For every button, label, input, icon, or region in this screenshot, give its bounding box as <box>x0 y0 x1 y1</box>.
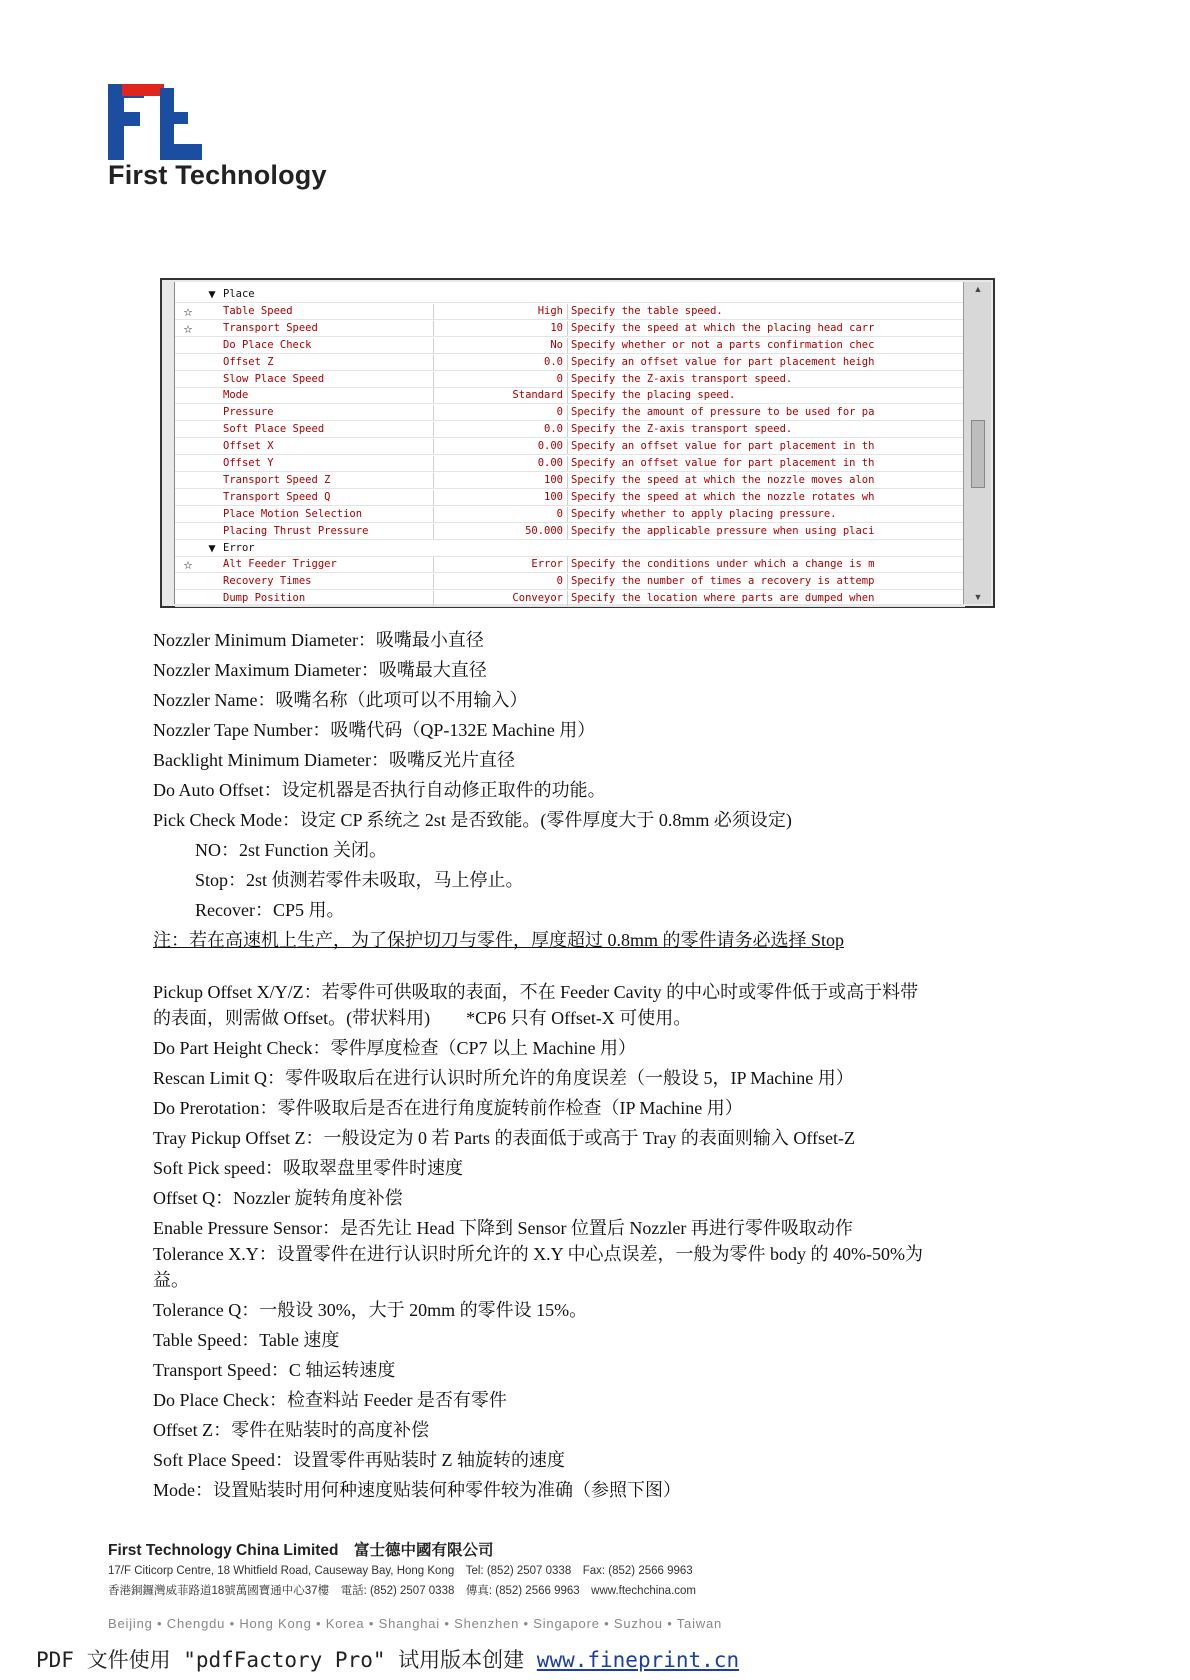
property-name: Mode <box>223 389 249 402</box>
property-row[interactable] <box>175 573 965 590</box>
star-icon <box>177 523 199 540</box>
property-name: Slow Place Speed <box>223 372 325 385</box>
property-value[interactable]: Error <box>433 557 563 572</box>
property-list <box>174 282 964 604</box>
property-row[interactable] <box>175 320 965 337</box>
property-table-screenshot <box>160 278 995 608</box>
collapse-triangle-icon[interactable]: ▼ <box>208 540 216 555</box>
property-name: Table Speed <box>223 304 293 317</box>
scroll-thumb[interactable] <box>971 420 985 488</box>
text-prerotation: Do Prerotation：零件吸取后是否在进行角度旋转前作检查（IP Machine 用） <box>153 1098 743 1118</box>
collapse-triangle-icon[interactable]: ▼ <box>208 287 216 301</box>
text-pick-recover: Recover：CP5 用。 <box>195 900 345 920</box>
property-row[interactable] <box>175 354 965 371</box>
text-tolerance-xy-1: Tolerance X.Y：设置零件在进行认识时所允许的 X.Y 中心点误差，一般为零件 body 的 40%-50%为 <box>153 1244 923 1264</box>
property-name: Do Place Check <box>223 338 312 351</box>
star-icon <box>177 354 199 371</box>
property-description: Specify the number of times a recovery is attemp <box>567 574 963 589</box>
text-offset-q: Offset Q：Nozzler 旋转角度补偿 <box>153 1188 403 1208</box>
property-row[interactable] <box>175 556 965 573</box>
property-description: Specify the amount of pressure to be used for pa <box>567 405 963 420</box>
property-row[interactable] <box>175 506 965 523</box>
property-description: Specify an offset value for part placement in th <box>567 456 963 471</box>
text-rescan: Rescan Limit Q：零件吸取后在进行认识时所允许的角度误差（一般设 5，IP Machine 用） <box>153 1068 854 1088</box>
text-pressure-sensor: Enable Pressure Sensor：是否先让 Head 下降到 Sensor 位置后 Nozzler 再进行零件吸取动作 <box>153 1218 853 1238</box>
text-note: 注：若在高速机上生产，为了保护切刀与零件，厚度超过 0.8mm 的零件请务必选择 Stop <box>153 930 845 950</box>
property-value[interactable]: 10 <box>433 321 563 336</box>
property-value[interactable]: 50.000 <box>433 524 563 539</box>
scrollbar[interactable] <box>963 282 991 604</box>
property-row[interactable] <box>175 523 965 540</box>
property-description: Specify whether or not a parts confirmation chec <box>567 338 963 353</box>
star-icon <box>177 590 199 607</box>
property-value[interactable]: 0 <box>433 372 563 387</box>
property-name: Transport Speed Q <box>223 490 331 503</box>
property-value[interactable]: 0.0 <box>433 422 563 437</box>
text-soft-place: Soft Place Speed：设置零件再贴装时 Z 轴旋转的速度 <box>153 1450 565 1470</box>
text-part-height: Do Part Height Check：零件厚度检查（CP7 以上 Machine 用） <box>153 1038 636 1058</box>
property-row[interactable] <box>175 455 965 472</box>
star-icon <box>177 438 199 455</box>
property-group-row[interactable] <box>175 286 965 303</box>
property-description: Specify the Z-axis transport speed. <box>567 372 963 387</box>
property-row[interactable] <box>175 371 965 388</box>
text-nozzle-name: Nozzler Name：吸嘴名称（此项可以不用输入） <box>153 690 528 710</box>
property-name: Soft Place Speed <box>223 423 325 436</box>
star-icon <box>177 472 199 489</box>
property-name: Recovery Times <box>223 575 312 588</box>
watermark-text: PDF 文件使用 "pdfFactory Pro" 试用版本创建 <box>36 1648 537 1672</box>
property-name: Transport Speed <box>223 321 318 334</box>
star-icon <box>177 489 199 506</box>
text-nozzle-max: Nozzler Maximum Diameter：吸嘴最大直径 <box>153 660 487 680</box>
property-row[interactable] <box>175 404 965 421</box>
company-logo <box>108 82 388 192</box>
property-value[interactable]: 0 <box>433 507 563 522</box>
property-name: Place <box>223 288 255 300</box>
property-row[interactable] <box>175 303 965 320</box>
property-value[interactable]: Standard <box>433 388 563 403</box>
property-description: Specify an offset value for part placement heigh <box>567 355 963 370</box>
property-row[interactable] <box>175 387 965 404</box>
footer-cities: Beijing • Chengdu • Hong Kong • Korea • Shanghai • Shenzhen • Singapore • Suzhou • Taiwan <box>108 1616 723 1631</box>
text-pickup-offset-1: Pickup Offset X/Y/Z：若零件可供吸取的表面，不在 Feeder Cavity 的中心时或零件低于或高于料带 <box>153 982 919 1002</box>
property-description: Specify the conditions under which a change is m <box>567 557 963 572</box>
property-description: Specify the speed at which the nozzle moves alon <box>567 473 963 488</box>
property-value[interactable]: 0 <box>433 574 563 589</box>
text-mode: Mode：设置贴装时用何种速度贴装何种零件较为准确（参照下图） <box>153 1480 681 1500</box>
text-backlight: Backlight Minimum Diameter：吸嘴反光片直径 <box>153 750 515 770</box>
text-table-speed: Table Speed：Table 速度 <box>153 1330 340 1350</box>
property-description: Specify the placing speed. <box>567 388 963 403</box>
star-icon <box>177 404 199 421</box>
property-group-row[interactable] <box>175 540 965 557</box>
footer-address-cn: 香港銅鑼灣威菲路道18號萬國寶通中心37樓 電話: (852) 2507 0338 傳真: (852) 2566 9963 www.ftechchina.com <box>108 1585 696 1597</box>
text-tolerance-q: Tolerance Q：一般设 30%，大于 20mm 的零件设 15%。 <box>153 1300 588 1320</box>
star-icon <box>177 573 199 590</box>
text-pick-no: NO：2st Function 关闭。 <box>195 840 388 860</box>
scroll-up-icon[interactable]: ▲ <box>973 284 983 294</box>
property-value[interactable]: 0.00 <box>433 456 563 471</box>
property-name: Alt Feeder Trigger <box>223 558 337 571</box>
property-name: Placing Thrust Pressure <box>223 524 369 537</box>
star-icon: ☆ <box>183 556 193 574</box>
text-nozzle-tape: Nozzler Tape Number：吸嘴代码（QP-132E Machine 用） <box>153 720 596 740</box>
ft-logo-mark <box>108 82 218 162</box>
star-icon <box>177 455 199 472</box>
text-pick-check: Pick Check Mode：设定 CP 系统之 2st 是否致能。(零件厚度大于 0.8mm 必须设定) <box>153 810 792 830</box>
text-place-check: Do Place Check：检查料站 Feeder 是否有零件 <box>153 1390 507 1410</box>
text-transport-speed: Transport Speed：C 轴运转速度 <box>153 1360 396 1380</box>
property-value[interactable]: 100 <box>433 490 563 505</box>
watermark-link[interactable]: www.fineprint.cn <box>536 1648 740 1672</box>
property-row[interactable] <box>175 438 965 455</box>
property-row[interactable] <box>175 421 965 438</box>
star-icon: ☆ <box>183 319 193 337</box>
property-value[interactable]: Conveyor <box>433 591 563 606</box>
footer-company: First Technology China Limited 富士德中國有限公司 <box>108 1542 494 1559</box>
property-value[interactable]: 0.00 <box>433 439 563 454</box>
star-icon <box>177 387 199 404</box>
property-row[interactable] <box>175 590 965 607</box>
property-row[interactable] <box>175 489 965 506</box>
text-pick-stop: Stop：2st 侦测若零件未吸取，马上停止。 <box>195 870 524 890</box>
text-nozzle-min: Nozzler Minimum Diameter：吸嘴最小直径 <box>153 630 484 650</box>
star-icon <box>177 421 199 438</box>
pdf-watermark <box>36 1644 739 1674</box>
text-offset-z: Offset Z：零件在贴装时的高度补偿 <box>153 1420 430 1440</box>
property-name: Offset Y <box>223 457 274 469</box>
property-description: Specify the applicable pressure when using placi <box>567 524 963 539</box>
star-icon: ☆ <box>183 302 193 320</box>
property-description: Specify the Z-axis transport speed. <box>567 422 963 437</box>
property-value[interactable]: 0.0 <box>433 355 563 370</box>
property-name: Error <box>223 541 255 554</box>
property-description: Specify whether to apply placing pressure. <box>567 507 963 522</box>
property-row[interactable] <box>175 337 965 354</box>
property-description: Specify the speed at which the nozzle rotates wh <box>567 490 963 505</box>
property-name: Transport Speed Z <box>223 473 331 486</box>
star-icon <box>177 371 199 388</box>
property-name: Dump Position <box>223 592 306 605</box>
property-name: Offset Z <box>223 355 274 368</box>
text-soft-pick: Soft Pick speed：吸取翠盘里零件时速度 <box>153 1158 463 1178</box>
property-value[interactable]: No <box>433 338 563 353</box>
company-name: First Technology <box>108 160 327 190</box>
property-description: Specify the location where parts are dumped when <box>567 591 963 606</box>
property-value[interactable]: 100 <box>433 473 563 488</box>
text-tolerance-xy-2: 益。 <box>153 1270 189 1290</box>
property-description: Specify the table speed. <box>567 304 963 319</box>
star-icon <box>177 506 199 523</box>
property-name: Pressure <box>223 406 274 419</box>
property-name: Place Motion Selection <box>223 507 363 520</box>
property-description: Specify the speed at which the placing head carr <box>567 321 963 336</box>
property-name: Offset X <box>223 440 274 453</box>
text-pickup-offset-2: 的表面，则需做 Offset。(带状料用) *CP6 只有 Offset-X 可使用。 <box>153 1008 692 1028</box>
footer-address-en: 17/F Citicorp Centre, 18 Whitfield Road, Causeway Bay, Hong Kong Tel: (852) 2507 0338 Fax: (852) 2566 9963 <box>108 1565 693 1577</box>
text-tray-offset: Tray Pickup Offset Z：一般设定为 0 若 Parts 的表面低于或高于 Tray 的表面则输入 Offset-Z <box>153 1128 855 1148</box>
text-auto-offset: Do Auto Offset：设定机器是否执行自动修正取件的功能。 <box>153 780 606 800</box>
property-row[interactable] <box>175 472 965 489</box>
property-description: Specify an offset value for part placement in th <box>567 439 963 454</box>
property-value[interactable]: 0 <box>433 405 563 420</box>
scroll-down-icon[interactable]: ▼ <box>973 592 983 602</box>
star-icon <box>177 337 199 354</box>
property-value[interactable]: High <box>433 304 563 319</box>
